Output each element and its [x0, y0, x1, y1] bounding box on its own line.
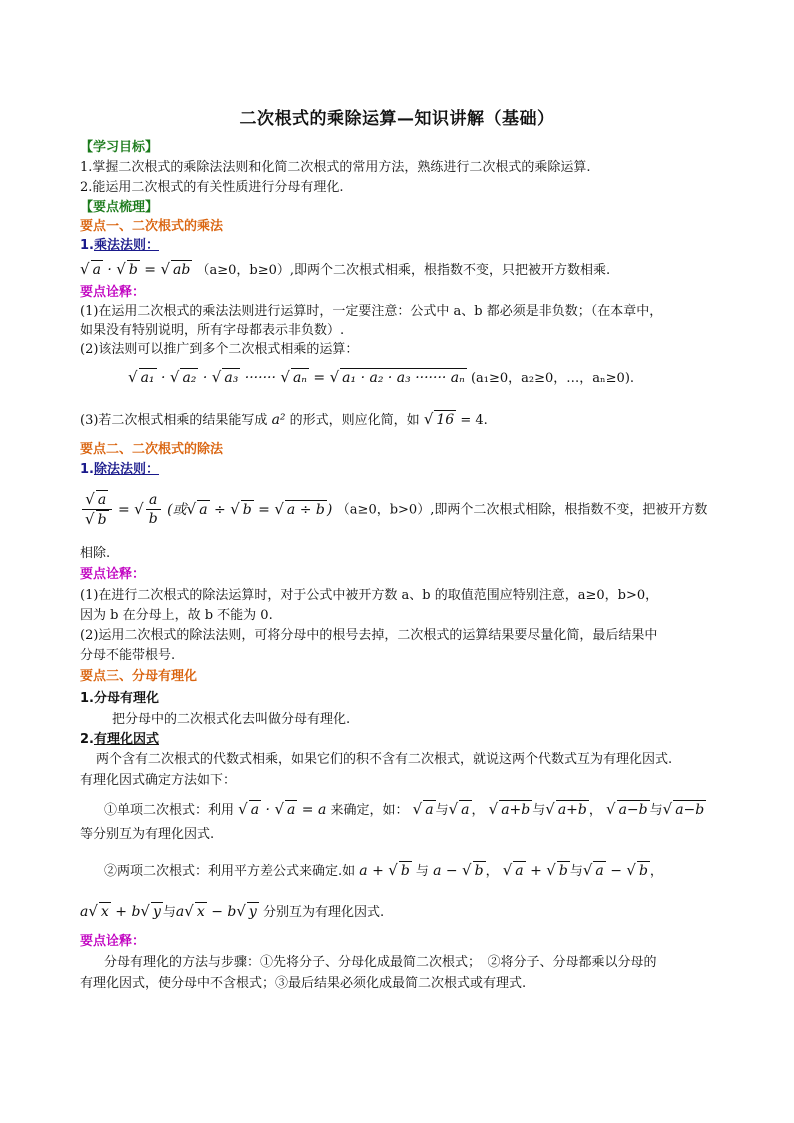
multiplication-formula — [80, 260, 610, 280]
formula-explanation: （a≥0，b≥0）,即两个二次根式相乘，根指数不变，只把被开方数相乘. — [196, 263, 611, 278]
note-2-line-4: 分母不能带根号. — [80, 648, 176, 663]
note-heading-3: 要点诠释： — [80, 934, 146, 949]
note-3-line-2: 有理化因式，使分母中不含根式；③最后结果必须化成最简二次根式或有理式. — [80, 976, 527, 991]
rule-title: 乘法法则： — [93, 238, 159, 253]
rationalizing-factor-definition: 两个含有二次根式的代数式相乘，如果它们的积不含有二次根式，就说这两个代数式互为有理化因式. — [96, 752, 673, 767]
formula-math: √ a · √ b = √ ab — [80, 260, 191, 278]
method-2-end: a√ x + b√ y 与a√ x − b√ y 分别互为有理化因式. — [80, 902, 385, 920]
note-2-line-3: (2)运用二次根式的除法法则，可将分母中的根号去掉，二次根式的运算结果要尽量化简，最后结果中 — [80, 628, 658, 643]
goal-item-2: 2.能运用二次根式的有关性质进行分母有理化. — [80, 180, 344, 195]
formula-condition: (a₁≥0，a₂≥0，…，aₙ≥0). — [470, 371, 635, 386]
formula-explanation: （a≥0，b>0）,即两个二次根式相除，根指数不变，把被开方数 — [336, 502, 708, 518]
method-1-end: 等分别互为有理化因式. — [80, 827, 215, 842]
division-rule-label — [80, 461, 159, 479]
section-3-heading: 要点三、分母有理化 — [80, 669, 198, 684]
note-3-line-1: 分母有理化的方法与步骤：①先将分子、分母化成最简二次根式； ②将分子、分母都乘以分母的 — [104, 955, 657, 970]
rationalization-definition: 把分母中的二次根式化去叫做分母有理化. — [112, 712, 351, 727]
rationalization-title: 1.分母有理化 — [80, 691, 159, 706]
note-1-line-1: (1)在运用二次根式的乘法法则进行运算时，一定要注意：公式中 a、b 都必须是非负数；（在本章中， — [80, 304, 663, 319]
rule-title: 除法法则： — [93, 462, 159, 477]
division-formula — [80, 490, 707, 529]
method-intro: 有理化因式确定方法如下： — [80, 773, 237, 788]
note-2-line-1: (1)在进行二次根式的除法运算时，对于公式中被开方数 a、b 的取值范围应特别注意，a≥0，b>0， — [80, 588, 659, 603]
rule-number: 1. — [80, 238, 94, 253]
section-2-heading: 要点二、二次根式的除法 — [80, 442, 224, 457]
note-heading-1: 要点诠释： — [80, 285, 146, 300]
division-formula-wrap: 相除. — [80, 546, 111, 561]
document-title: 二次根式的乘除运算—知识讲解（基础） — [239, 109, 555, 129]
formula-math: $\frac{√ a}{√ b}$ = √ $\frac{a}{b}$ (或√ a ÷ √ b = √ a ÷ b ) — [80, 502, 337, 518]
note-1-point-3: (3)若二次根式相乘的结果能写成 a² 的形式，则应化简，如 √ 16 = 4. — [80, 410, 488, 428]
section-1-heading: 要点一、二次根式的乘法 — [80, 219, 224, 234]
learning-goals-heading: 【学习目标】 — [80, 140, 159, 155]
rule-number: 1. — [80, 462, 94, 477]
multiplication-rule-label — [80, 237, 159, 255]
key-points-heading: 【要点梳理】 — [80, 200, 159, 215]
formula-math: √ a₁ · √ a₂ · √ a₃ ······· √ aₙ = √ a₁ · a₂ · a₃ ······· aₙ — [128, 368, 465, 386]
note-2-line-2: 因为 b 在分母上，故 b 不能为 0. — [80, 608, 273, 623]
note-1-line-2: 如果没有特别说明，所有字母都表示非负数）. — [80, 323, 345, 338]
note-heading-2: 要点诠释： — [80, 567, 146, 582]
method-1: ①单项二次根式：利用 √ a · √ a = a 来确定，如： √ a 与√ a ， √ a+b 与√ a+b ， √ a−b 与√ a−b — [104, 800, 705, 818]
method-2: ②两项二次根式：利用平方差公式来确定.如 a + √ b 与 a − √ b ， √ a + √ b 与√ a − √ b ， — [104, 861, 663, 879]
rationalizing-factor-title: 2.有理化因式 — [80, 732, 159, 747]
goal-item-1: 1.掌握二次根式的乘除法法则和化简二次根式的常用方法，熟练进行二次根式的乘除运算. — [80, 160, 591, 175]
note-1-point-2: (2)该法则可以推广到多个二次根式相乘的运算： — [80, 342, 359, 357]
extended-product-formula — [128, 368, 634, 388]
